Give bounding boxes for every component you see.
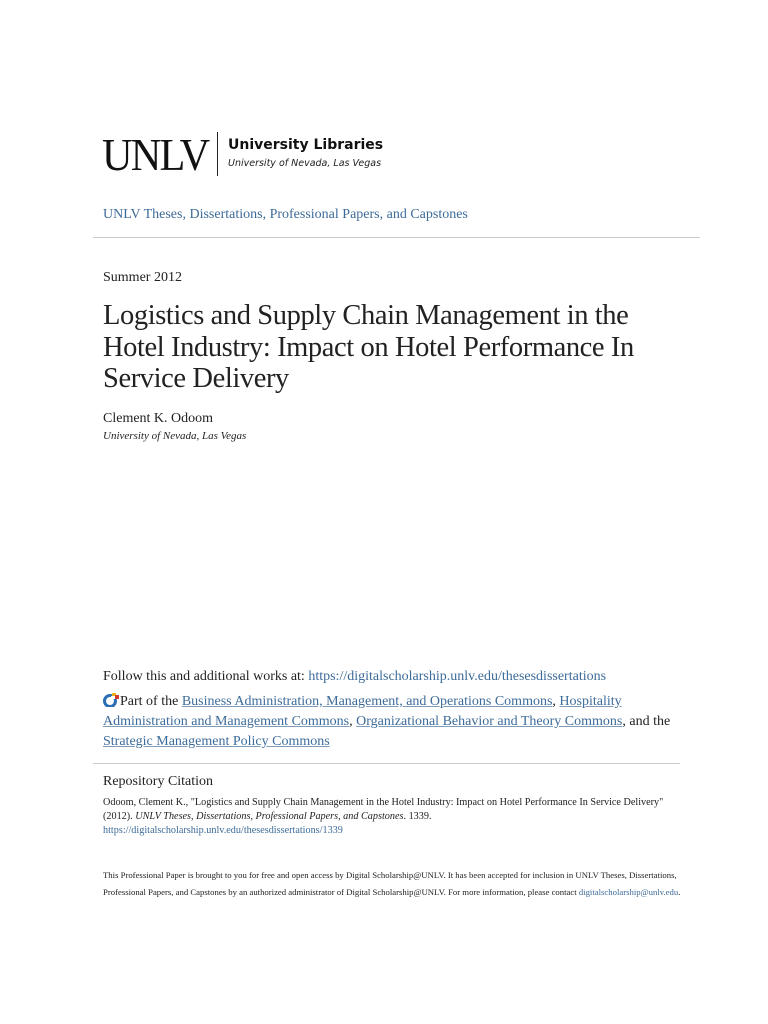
follow-label: Follow this and additional works at: — [103, 669, 309, 684]
logo-divider — [217, 132, 218, 176]
season: Summer 2012 — [103, 270, 182, 285]
part-of-commons: Part of the Business Administration, Management, and Operations Commons, Hospitality Administration and Management Commons, Organizational Behavior and Theory Commons, and the Strategic Management Policy Commons — [103, 694, 671, 749]
unlv-logo-wordmark: UNLV — [102, 129, 209, 180]
divider — [93, 237, 700, 238]
commons-link[interactable]: Business Administration, Management, and Operations Commons — [181, 694, 553, 709]
contact-email-link[interactable]: digitalscholarship@unlv.edu — [578, 887, 679, 897]
author: Clement K. Odoom — [103, 411, 214, 426]
commons-network-icon — [103, 692, 120, 707]
citation-link[interactable]: https://digitalscholarship.unlv.edu/thesesdissertations/1339 — [103, 825, 343, 836]
logo-subtitle: University of Nevada, Las Vegas — [228, 158, 382, 169]
citation: Odoom, Clement K., "Logistics and Supply Chain Management in the Hotel Industry: Impact on Hotel Performance In Service Delivery" (2012). UNLV Theses, Dissertations, Professional Papers, and Capstones. 1339. https://digitalscholarship.unlv.edu/thesesdissertations/1339 — [103, 797, 664, 836]
follow-link[interactable]: https://digitalscholarship.unlv.edu/thesesdissertations — [308, 669, 607, 684]
commons-link[interactable]: Organizational Behavior and Theory Commons — [356, 714, 623, 729]
repository-citation-heading: Repository Citation — [103, 774, 214, 789]
series-link[interactable]: UNLV Theses, Dissertations, Professional Papers, and Capstones — [103, 207, 468, 222]
paper-title: Logistics and Supply Chain Management in the Hotel Industry: Impact on Hotel Performance In Service Delivery — [103, 300, 634, 394]
divider — [93, 763, 680, 764]
logo-libraries: University Libraries — [228, 137, 384, 153]
commons-link[interactable]: Hospitality Administration and Management Commons — [103, 694, 622, 729]
commons-link[interactable]: Strategic Management Policy Commons — [103, 734, 330, 749]
affiliation: University of Nevada, Las Vegas — [103, 430, 247, 442]
follow-line — [103, 669, 606, 685]
footer-notice: This Professional Paper is brought to you for free and open access by Digital Scholarship@UNLV. It has been accepted for inclusion in UNLV Theses, Dissertations, Professional Papers, and Capstones by an authorized administrator of Digital Scholarship@UNLV. For more information, please contact digitalscholarship@unlv.edu. — [103, 870, 681, 897]
